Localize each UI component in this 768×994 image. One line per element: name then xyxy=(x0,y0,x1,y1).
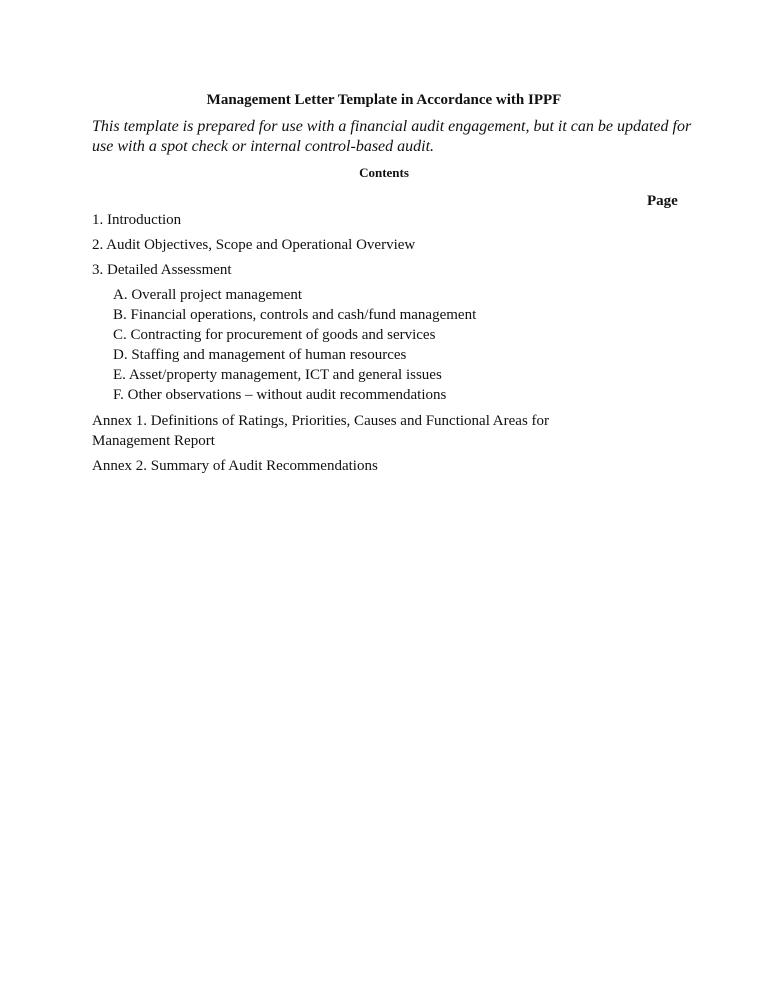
contents-heading: Contents xyxy=(359,165,409,180)
toc-subentry-e: E. Asset/property management, ICT and general issues xyxy=(113,367,442,383)
toc-entry-annex-1: Annex 1. Definitions of Ratings, Priorities, Causes and Functional Areas for Management Report xyxy=(92,413,550,449)
toc-entry-annex-2: Annex 2. Summary of Audit Recommendations xyxy=(92,458,378,474)
toc-entry-detailed-assessment: 3. Detailed Assessment xyxy=(92,262,232,278)
intro-note: This template is prepared for use with a financial audit engagement, but it can be updated for use with a spot check or internal control-based audit. xyxy=(92,118,692,155)
toc-subentry-b: B. Financial operations, controls and cash/fund management xyxy=(113,307,477,323)
toc-subentry-a: A. Overall project management xyxy=(113,287,303,303)
toc-subentry-d: D. Staffing and management of human resources xyxy=(113,347,407,363)
toc-subentry-c: C. Contracting for procurement of goods and services xyxy=(113,327,436,343)
table-of-contents xyxy=(92,211,592,481)
document-title: Management Letter Template in Accordance with IPPF xyxy=(206,92,562,108)
toc-subentry-f: F. Other observations – without audit recommendations xyxy=(113,387,447,403)
toc-entry-audit-objectives: 2. Audit Objectives, Scope and Operational Overview xyxy=(92,237,416,253)
page-column-heading: Page xyxy=(647,193,678,209)
toc-entry-introduction: 1. Introduction xyxy=(92,212,182,228)
